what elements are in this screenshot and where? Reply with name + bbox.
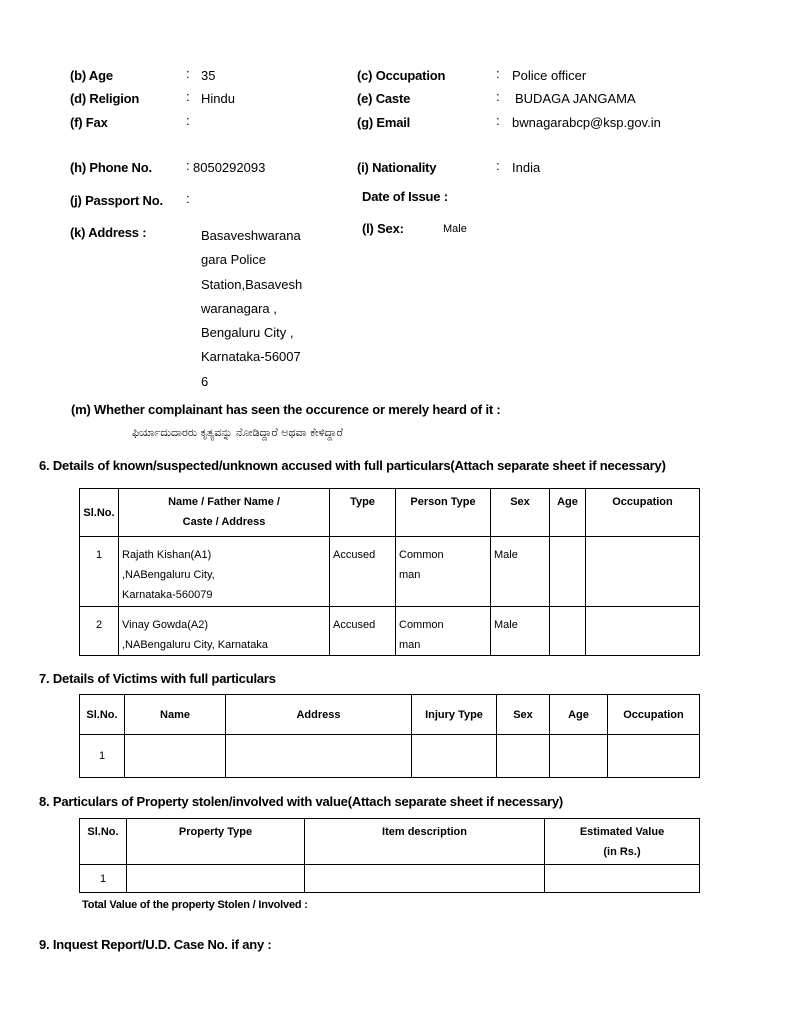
religion-label: (d) Religion	[70, 91, 140, 106]
victims-table	[79, 694, 700, 778]
nationality-value: India	[512, 160, 541, 175]
nationality-label: (i) Nationality	[357, 160, 437, 175]
address-line: gara Police	[201, 252, 267, 268]
accused-type: Accused	[330, 537, 396, 607]
accused-type: Accused	[330, 607, 396, 656]
property-header-value-line2: (in Rs.)	[603, 846, 641, 858]
accused-header-slno: Sl.No.	[80, 489, 119, 537]
caste-value: BUDAGA JANGAMA	[515, 91, 636, 106]
property-header-desc: Item description	[305, 819, 545, 865]
religion-value: Hindu	[201, 91, 235, 106]
property-value	[545, 865, 700, 893]
accused-sex: Male	[491, 537, 550, 607]
victims-header-slno: Sl.No.	[80, 695, 125, 735]
accused-header-occupation: Occupation	[586, 489, 700, 537]
property-slno: 1	[80, 865, 127, 893]
accused-header-name	[119, 489, 330, 537]
address-line: Basaveshwarana	[201, 228, 301, 243]
victims-address	[226, 735, 412, 778]
email-colon: :	[496, 113, 500, 128]
date-of-issue-label: Date of Issue :	[362, 189, 448, 204]
property-header-value-line1: Estimated Value	[579, 826, 665, 838]
phone-colon: :	[186, 158, 190, 173]
age-value: 35	[201, 68, 216, 83]
table-row	[80, 607, 700, 656]
passport-colon: :	[186, 191, 190, 206]
person-type-line: man	[399, 569, 421, 581]
inquest-section-title: 9. Inquest Report/U.D. Case No. if any :	[39, 937, 272, 952]
accused-header-name-line1: Name / Father Name /	[168, 496, 280, 508]
occupation-value: Police officer	[512, 68, 587, 83]
occupation-label: (c) Occupation	[357, 68, 446, 83]
age-label: (b) Age	[70, 68, 113, 83]
accused-name-line: Karnataka-560079	[122, 589, 213, 601]
victims-header-address: Address	[226, 695, 412, 735]
accused-header-name-line2: Caste / Address	[182, 516, 266, 528]
victims-injury	[412, 735, 497, 778]
accused-header-type: Type	[330, 489, 396, 537]
accused-person-type	[396, 607, 491, 656]
accused-header-row	[80, 489, 700, 537]
property-total-label: Total Value of the property Stolen / Involved :	[82, 899, 308, 911]
victims-name	[125, 735, 226, 778]
sex-label: (l) Sex:	[362, 221, 404, 236]
religion-colon: :	[186, 89, 190, 104]
accused-occupation	[586, 607, 700, 656]
victims-header-age: Age	[550, 695, 608, 735]
occupation-colon: :	[496, 66, 500, 81]
address-line: Bengaluru City ,	[201, 325, 294, 341]
sex-value: Male	[443, 223, 467, 235]
accused-table	[79, 488, 700, 656]
victims-header-row	[80, 695, 700, 735]
accused-header-age: Age	[550, 489, 586, 537]
fax-label: (f) Fax	[70, 115, 108, 130]
property-header-row	[80, 819, 700, 865]
address-line: Station,Basavesh	[201, 276, 303, 292]
caste-label: (e) Caste	[357, 91, 411, 106]
complainant-question-kannada: ಫಿರ್ಯಾದುದಾರರು ಕೃತ್ಯವನ್ನು ನೋಡಿದ್ದಾರೆ ಅಥವಾ ಕೇಳಿದ್ದಾರೆ	[132, 426, 343, 439]
person-type-line: Common	[399, 549, 444, 561]
address-line: Karnataka-56007	[201, 349, 301, 365]
accused-section-title: 6. Details of known/suspected/unknown accused with full particulars(Attach separate sheet if necessary)	[39, 458, 666, 473]
address-line: 6	[201, 373, 209, 389]
address-line: waranagara ,	[201, 300, 277, 316]
accused-slno: 2	[80, 607, 119, 656]
passport-label: (j) Passport No.	[70, 193, 163, 208]
property-header-value	[545, 819, 700, 865]
victims-header-name: Name	[125, 695, 226, 735]
table-row	[80, 865, 700, 893]
accused-sex: Male	[491, 607, 550, 656]
fax-colon: :	[186, 113, 190, 128]
victims-header-occupation: Occupation	[608, 695, 700, 735]
age-colon: :	[186, 66, 190, 81]
accused-name-line: ,NABengaluru City, Karnataka	[122, 639, 268, 651]
email-label: (g) Email	[357, 115, 411, 130]
accused-occupation	[586, 537, 700, 607]
victims-slno: 1	[80, 735, 125, 778]
property-header-slno: Sl.No.	[80, 819, 127, 865]
property-section-title: 8. Particulars of Property stolen/involved with value(Attach separate sheet if necessary)	[39, 794, 564, 809]
phone-value: 8050292093	[193, 160, 266, 175]
accused-slno: 1	[80, 537, 119, 607]
caste-colon: :	[496, 89, 500, 104]
property-table	[79, 818, 700, 893]
accused-person-type	[396, 537, 491, 607]
property-type	[127, 865, 305, 893]
nationality-colon: :	[496, 158, 500, 173]
address-label: (k) Address :	[70, 225, 147, 240]
email-value: bwnagarabcp@ksp.gov.in	[512, 115, 661, 130]
accused-name-line: ,NABengaluru City,	[122, 569, 215, 581]
property-header-type: Property Type	[127, 819, 305, 865]
victims-header-sex: Sex	[497, 695, 550, 735]
accused-name	[119, 537, 330, 607]
table-row	[80, 537, 700, 607]
victims-age	[550, 735, 608, 778]
accused-age	[550, 607, 586, 656]
person-type-line: man	[399, 639, 421, 651]
victims-sex	[497, 735, 550, 778]
accused-header-sex: Sex	[491, 489, 550, 537]
person-type-line: Common	[399, 619, 444, 631]
address-value	[201, 224, 302, 394]
accused-name-line: Vinay Gowda(A2)	[122, 619, 209, 631]
complainant-question: (m) Whether complainant has seen the occurence or merely heard of it :	[71, 402, 501, 417]
accused-name-line: Rajath Kishan(A1)	[122, 549, 212, 561]
accused-name	[119, 607, 330, 656]
accused-age	[550, 537, 586, 607]
victims-occupation	[608, 735, 700, 778]
table-row	[80, 735, 700, 778]
victims-header-injury: Injury Type	[412, 695, 497, 735]
property-desc	[305, 865, 545, 893]
phone-label: (h) Phone No.	[70, 160, 152, 175]
victims-section-title: 7. Details of Victims with full particulars	[39, 671, 276, 686]
accused-header-person-type: Person Type	[396, 489, 491, 537]
